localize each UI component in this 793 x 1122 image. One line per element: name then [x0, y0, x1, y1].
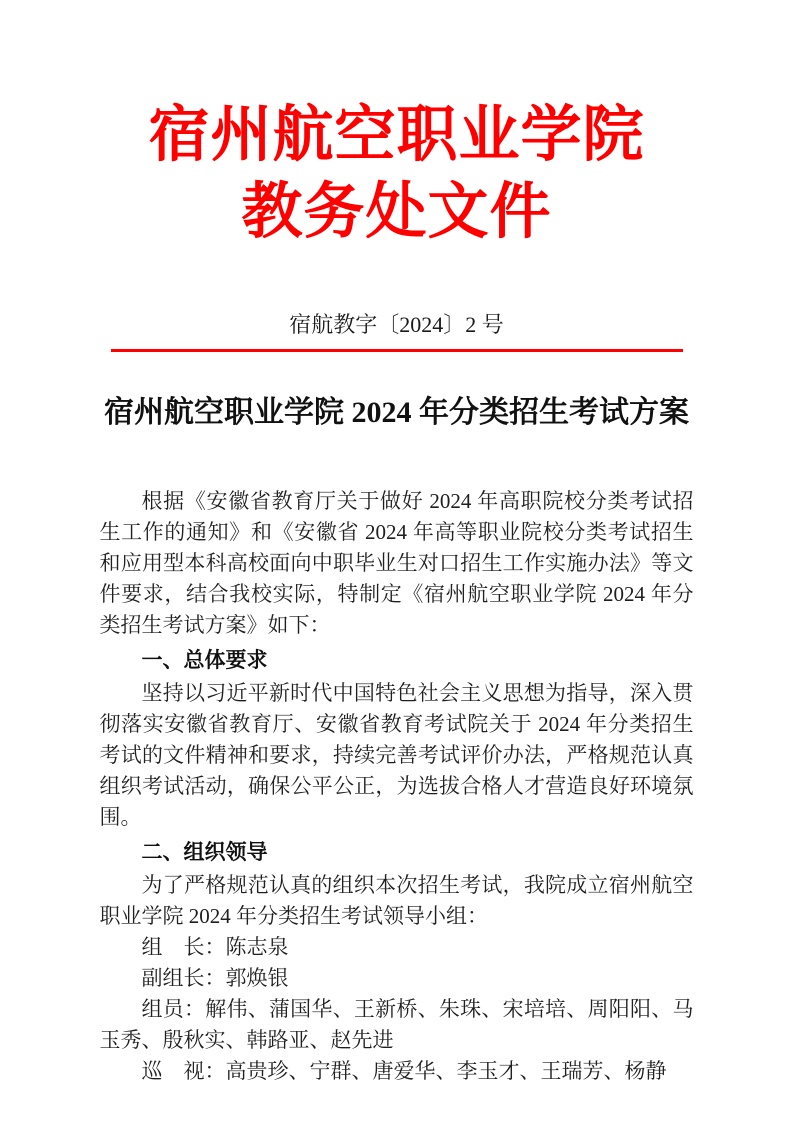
doc-number: 宿航教字〔2024〕2 号: [289, 312, 504, 337]
document-body: [100, 486, 694, 1087]
intro-paragraph: 根据《安徽省教育厅关于做好 2024 年高职院校分类考试招生工作的通知》和《安徽省 2024 年高等职业院校分类考试招生和应用型本科高校面向中职毕业生对口招生工作实施办法》等文件要求，结合我校实际，特制定《宿州航空职业学院 2024 年分类招生考试方案》如下：: [99, 489, 694, 637]
document-header: [0, 0, 793, 352]
members-line: 组员：解伟、蒲国华、王新桥、朱珠、宋培培、周阳阳、马玉秀、殷秋实、韩路亚、赵先进: [99, 997, 694, 1052]
section-1-heading: 一、总体要求: [141, 649, 268, 672]
red-divider-line: [111, 349, 683, 352]
document-title: 宿州航空职业学院 2024 年分类招生考试方案: [104, 396, 689, 429]
section-2-heading: 二、组织领导: [141, 841, 268, 864]
document-main: [0, 392, 793, 1087]
org-name-line: 宿州航空职业学院: [148, 102, 645, 169]
section-2-paragraph: 为了严格规范认真的组织本次招生考试，我院成立宿州航空职业学院 2024 年分类招生考试领导小组：: [99, 873, 694, 928]
section-1-paragraph: 坚持以习近平新时代中国特色社会主义思想为指导，深入贯彻落实安徽省教育厅、安徽省教育考试院关于 2024 年分类招生考试的文件精神和要求，持续完善考试评价办法，严格规范认真组织考试活动，确保公平公正，为选拔合格人才营造良好环境氛围。: [99, 681, 694, 829]
inspectors-line: 巡 视：高贵珍、宁群、唐爱华、李玉才、王瑞芳、杨静: [141, 1059, 667, 1083]
deputy-leader-line: 副组长：郭焕银: [141, 966, 289, 990]
leader-line: 组 长：陈志泉: [141, 935, 289, 959]
dept-doc-line: 教务处文件: [241, 179, 552, 246]
